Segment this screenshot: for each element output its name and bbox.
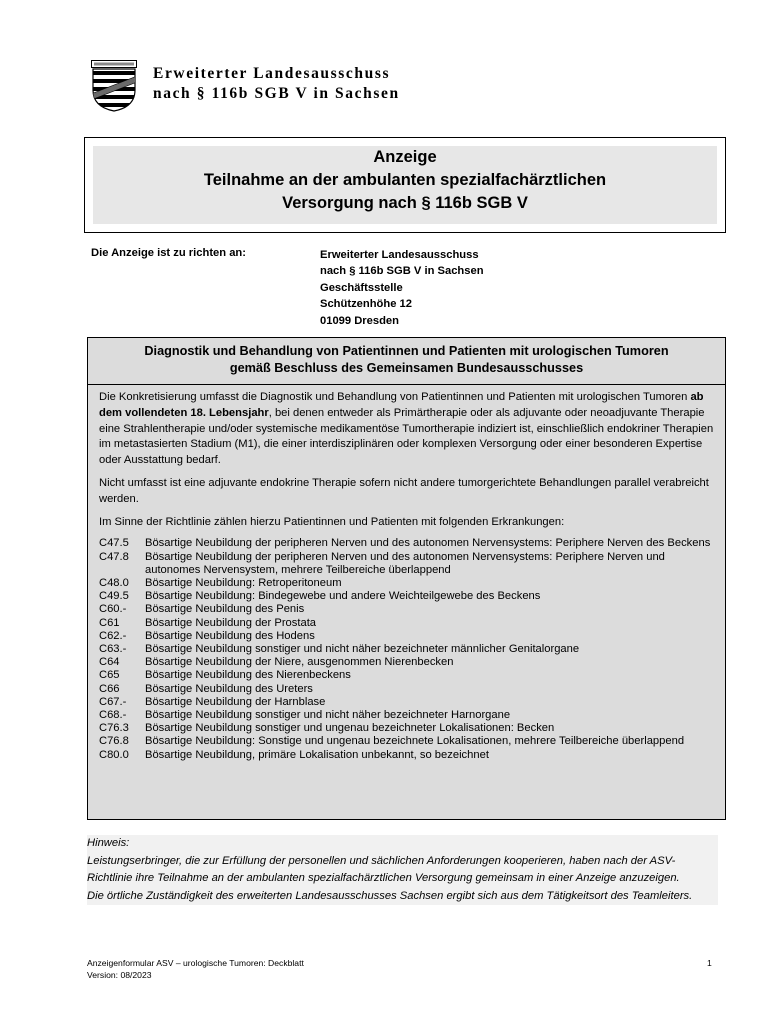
note-block (87, 835, 718, 905)
icd-code: C48.0 (99, 576, 129, 589)
icd-row (99, 590, 715, 603)
age-requirement: ab dem vollendeten 18. Lebensjahr (99, 391, 704, 419)
icd-description: Bösartige Neubildung: Sonstige und ungenau bezeichnete Lokalisationen, mehrere Teilbereiche überlappend (145, 735, 685, 748)
icd-code: C76.3 (99, 722, 129, 735)
scope-paragraph (99, 390, 715, 469)
icd-description: Bösartige Neubildung sonstiger und ungenau bezeichneter Lokalisationen: Becken (145, 722, 555, 735)
icd-code: C49.5 (99, 590, 129, 603)
scope-text-start: Die Konkretisierung umfasst die Diagnostik und Behandlung von Patientinnen und Patienten mit urologischen Tumoren (99, 391, 691, 403)
footer-form-name: Anzeigenformular ASV – urologische Tumoren: Deckblatt (87, 958, 304, 968)
organization-line-1: Erweiterter Landesausschuss (153, 65, 391, 82)
icd-code: C47.5 (99, 537, 129, 550)
icd-code: C76.8 (99, 735, 129, 748)
note-text-jurisdiction: Die örtliche Zuständigkeit des erweiterten Landesausschusses Sachsen ergibt sich aus dem Tätigkeitsort des Teamleiters. (87, 889, 693, 902)
footer (87, 958, 304, 981)
icd-description: Bösartige Neubildung des Penis (145, 603, 305, 616)
icd-row (99, 643, 715, 656)
icd-code: C66 (99, 682, 120, 695)
icd-description: Bösartige Neubildung sonstiger und nicht näher bezeichneter männlicher Genitalorgane (145, 643, 580, 655)
icd-code: C60.- (99, 603, 127, 616)
address-line: Schützenhöhe 12 (320, 298, 413, 311)
document-title (93, 146, 717, 224)
icd-row (99, 669, 715, 682)
icd-code: C63.- (99, 643, 127, 655)
icd-description: Bösartige Neubildung: Retroperitoneum (145, 576, 342, 589)
icd-description: Bösartige Neubildung, primäre Lokalisation unbekannt, so bezeichnet (145, 748, 489, 761)
icd-code: C68.- (99, 709, 127, 722)
icd-code: C65 (99, 669, 120, 682)
address-line: 01099 Dresden (320, 314, 399, 327)
title-line-2: Teilnahme an der ambulanten spezialfachärztlichen (203, 171, 607, 189)
address-line: Erweiterter Landesausschuss (320, 249, 479, 261)
icd-code: C47.8 (99, 550, 129, 563)
icd-description: Bösartige Neubildung des Ureters (145, 682, 313, 695)
icd-description: Bösartige Neubildung der Harnblase (145, 695, 326, 708)
icd-code: C61 (99, 616, 120, 629)
indication-section (87, 337, 726, 820)
icd-row (99, 617, 715, 630)
icd-row (99, 683, 715, 696)
icd-row (99, 722, 715, 735)
address-line: nach § 116b SGB V in Sachsen (320, 265, 484, 278)
saxony-coat-of-arms-logo (91, 60, 137, 112)
icd-row (99, 577, 715, 590)
address-line: Geschäftsstelle (320, 281, 403, 294)
icd-row (99, 709, 715, 722)
scope-text-end: , bei denen entweder als Primärtherapie oder als adjuvante oder neoadjuvante Therapie eine Strahlentherapie und/oder systemische medikamentöse Tumortherapie indiziert ist, einschließlich endokriner Therapien im metastasierten Stadium (M1), die einer interdisziplinären oder komplexen Versorgung oder einer besonderen Expertise oder Ausstattung bedarf. (99, 406, 714, 467)
icd-code: C67.- (99, 695, 127, 708)
icd-row (99, 735, 715, 748)
note-heading: Hinweis: (87, 837, 130, 849)
icd-row (99, 537, 715, 550)
document-title-box (84, 137, 726, 233)
diseases-intro: Im Sinne der Richtlinie zählen hierzu Patientinnen und Patienten mit folgenden Erkrankungen: (99, 515, 565, 528)
icd-code-list (99, 537, 715, 761)
icd-row (99, 603, 715, 616)
icd-description: Bösartige Neubildung des Hodens (145, 629, 315, 642)
section-heading-line-2: gemäß Beschluss des Gemeinsamen Bundesausschusses (229, 361, 584, 375)
icd-row (99, 551, 715, 577)
icd-description: Bösartige Neubildung der peripheren Nerven und des autonomen Nervensystems: Periphere Nerven des Beckens (145, 537, 711, 550)
exclusion-paragraph: Nicht umfasst ist eine adjuvante endokrine Therapie sofern nicht andere tumorgerichtete Behandlungen parallel verabreicht werden. (99, 476, 709, 505)
icd-description: Bösartige Neubildung sonstiger und nicht näher bezeichneter Harnorgane (145, 709, 511, 722)
note-text-cooperation: Leistungserbringer, die zur Erfüllung der personellen und sächlichen Anforderungen kooperieren, haben nach der ASV-Richtlinie ihre Teilnahme an der ambulanten spezialfachärztlichen Versorgung gemeinsam in einer Anzeige anzuzeigen. (87, 854, 680, 884)
icd-code: C80.0 (99, 748, 129, 761)
section-heading (88, 338, 725, 385)
title-line-3: Versorgung nach § 116b SGB V (282, 194, 528, 212)
recipient-address (320, 247, 484, 329)
recipient-label: Die Anzeige ist zu richten an: (91, 247, 246, 259)
icd-code: C64 (99, 656, 120, 669)
organization-title (153, 64, 400, 104)
icd-description: Bösartige Neubildung der Niere, ausgenommen Nierenbecken (145, 656, 454, 669)
icd-description: Bösartige Neubildung: Bindegewebe und andere Weichteilgewebe des Beckens (145, 590, 541, 603)
icd-description: Bösartige Neubildung der Prostata (145, 616, 317, 629)
icd-row (99, 630, 715, 643)
icd-description: Bösartige Neubildung des Nierenbeckens (145, 669, 351, 682)
icd-row (99, 696, 715, 709)
section-body (99, 390, 715, 762)
icd-row (99, 749, 715, 762)
icd-row (99, 656, 715, 669)
title-line-1: Anzeige (373, 148, 437, 166)
section-heading-line-1: Diagnostik und Behandlung von Patientinnen und Patienten mit urologischen Tumoren (144, 344, 669, 358)
icd-code: C62.- (99, 629, 127, 642)
organization-line-2: nach § 116b SGB V in Sachsen (153, 85, 400, 102)
coat-of-arms-icon (91, 60, 137, 112)
footer-version: Version: 08/2023 (87, 969, 152, 980)
icd-description: Bösartige Neubildung der peripheren Nerven und des autonomen Nervensystems: Periphere Nerven und autonomes Nervensystem, mehrere Teilbereiche überlappend (145, 550, 665, 576)
page-number: 1 (707, 958, 712, 968)
